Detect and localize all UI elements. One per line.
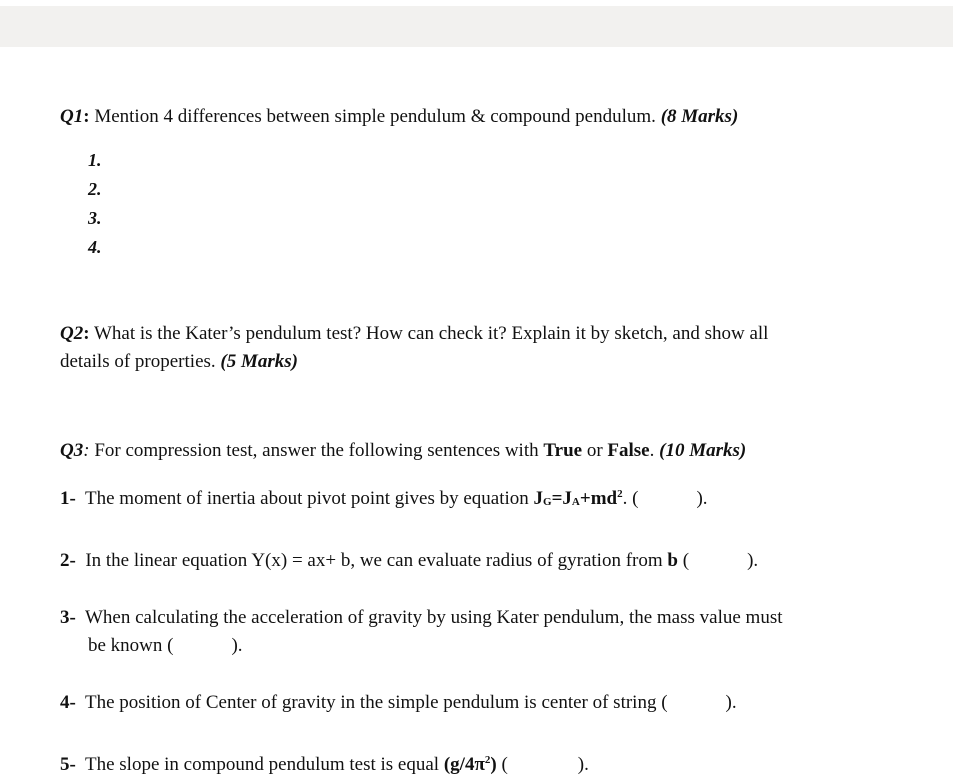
item-number: 4-	[60, 692, 76, 713]
item-number: 3-	[60, 607, 76, 628]
answer-close: ).	[231, 635, 243, 656]
answer-close: ).	[747, 550, 759, 571]
eq-sub-a: A	[571, 496, 580, 508]
q2-text: What is the Kater’s pendulum test? How can check it? Explain it by sketch, and show all	[89, 323, 769, 344]
item-text: The position of Center of gravity in the simple pendulum is center of string (	[85, 692, 668, 713]
item-bold: b	[667, 550, 678, 571]
answer-close: ).	[725, 692, 737, 713]
q3-text: For compression test, answer the following sentences with	[89, 440, 544, 461]
answer-open: . (	[622, 488, 639, 509]
eq-ja: =J	[551, 488, 572, 509]
answer-open: (	[677, 550, 690, 571]
eq-j: J	[533, 488, 544, 509]
q1-item: 3.	[88, 208, 102, 228]
q3-item-2	[60, 550, 758, 572]
viewer-gap	[0, 6, 953, 47]
item-bold-close: )	[490, 754, 497, 775]
item-text: In the linear equation Y(x) = ax+ b, we can evaluate radius of gyration from	[85, 550, 668, 571]
item-text: The moment of inertia about pivot point gives by equation	[85, 488, 534, 509]
q2-label: Q2	[60, 323, 84, 344]
item-number: 5-	[60, 754, 76, 775]
q2-text-2: details of properties.	[60, 351, 221, 372]
q2-colon: :	[83, 323, 90, 344]
item-text-2: be known (	[88, 635, 174, 656]
q1-marks: (8 Marks)	[660, 106, 739, 127]
q3-or: or	[582, 440, 608, 461]
q3-marks: (10 Marks)	[659, 440, 747, 461]
q3-item-5	[60, 749, 589, 776]
q3-item-4	[60, 692, 737, 714]
item-text: The slope in compound pendulum test is equal	[85, 754, 444, 775]
eq-sup: 2	[617, 488, 623, 500]
q1-item: 2.	[88, 179, 102, 199]
document-page	[4, 47, 948, 777]
eq-sub-g: G	[543, 496, 552, 508]
q3-item-3-cont	[88, 635, 243, 657]
q3-true: True	[543, 440, 583, 461]
q3-false: False	[607, 440, 650, 461]
q1-colon: :	[83, 106, 90, 127]
q2-marks: (5 Marks)	[220, 351, 298, 372]
item-sup: 2	[484, 754, 491, 766]
q3-line	[60, 440, 746, 462]
q3-label: Q3	[60, 440, 84, 461]
q3-colon: :	[83, 440, 90, 461]
q1-label: Q1	[60, 106, 84, 127]
answer-open: (	[496, 754, 508, 775]
item-number: 2-	[60, 550, 76, 571]
q2-line-1	[60, 323, 768, 345]
q3-dot: .	[649, 440, 660, 461]
eq-md: +md	[579, 488, 618, 509]
q3-item-1	[60, 483, 708, 513]
q2-line-2	[60, 351, 298, 373]
q1-line	[60, 106, 738, 128]
answer-close: ).	[577, 754, 589, 775]
answer-close: ).	[696, 488, 708, 509]
q1-item: 1.	[88, 150, 102, 170]
q1-item: 4.	[88, 237, 102, 257]
item-text: When calculating the acceleration of gravity by using Kater pendulum, the mass value must	[85, 607, 783, 628]
q3-item-3	[60, 607, 783, 629]
item-bold: (g/4π	[443, 754, 485, 775]
item-number: 1-	[60, 488, 76, 509]
q1-text: Mention 4 differences between simple pendulum & compound pendulum.	[89, 106, 661, 127]
